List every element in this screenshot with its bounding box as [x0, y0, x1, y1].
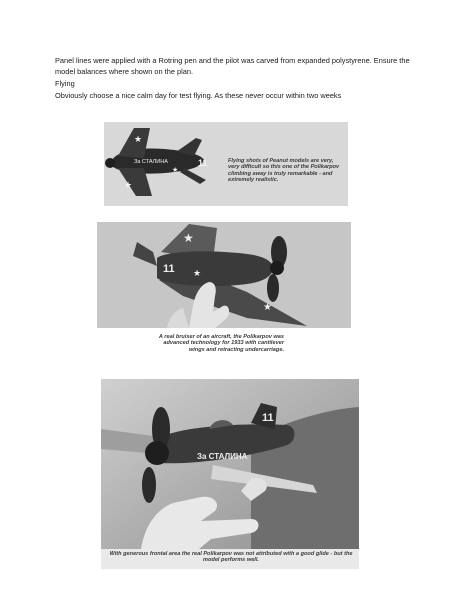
svg-text:★: ★	[124, 180, 133, 190]
svg-text:★: ★	[134, 134, 143, 144]
tail-number-1: 11	[198, 158, 208, 168]
photo-held-model	[97, 222, 351, 328]
svg-text:★: ★	[263, 302, 272, 313]
paragraph-test-flying: Obviously choose a nice calm day for test flying. As these never occur within two weeks	[55, 91, 342, 100]
caption-photo-2: A real bruiser of an aircraft, the Polikarpov was advanced technology for 1933 with cantilever wings and retracting undercarriage.	[158, 334, 284, 353]
svg-text:★: ★	[193, 268, 202, 278]
tail-number-3: 11	[262, 412, 274, 424]
fuselage-lettering-1: За СТАЛИНА	[134, 159, 168, 165]
fuselage-lettering-3: За СТАЛИНА	[197, 452, 248, 461]
svg-text:★: ★	[183, 231, 194, 245]
caption-photo-3: With generous frontal area the real Polikarpov was not attributed with a good glide - but the model performs well.	[109, 551, 353, 564]
tail-number-2: 11	[163, 263, 175, 275]
heading-flying: Flying	[55, 79, 75, 88]
paragraph-panel-lines: Panel lines were applied with a Rotring pen and the pilot was carved from expanded polystyrene. Ensure the model balances where shown on the plan.	[55, 56, 410, 77]
photo-flying-shot	[104, 122, 348, 206]
plane-illustration-2	[97, 222, 351, 328]
svg-text:★: ★	[172, 167, 179, 174]
caption-photo-1: Flying shots of Peanut models are very, very difficult so this one of the Polikarpov climbing away is truly remarkable - and extremely realistic.	[228, 158, 340, 184]
plane-illustration-3	[101, 379, 359, 549]
photo-closeup-model	[101, 379, 359, 549]
